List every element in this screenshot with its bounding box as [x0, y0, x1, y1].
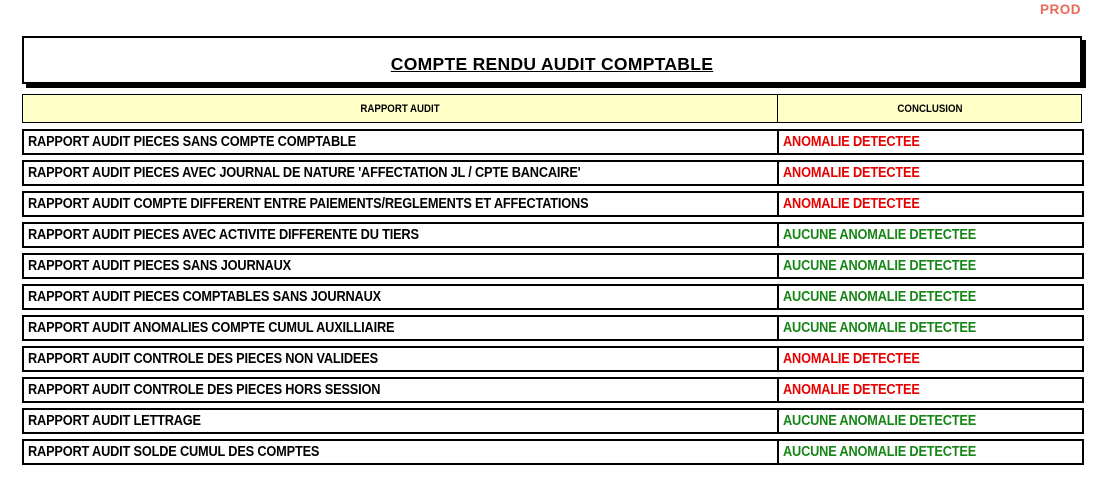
conclusion-text: ANOMALIE DETECTEE: [783, 165, 920, 181]
conclusion-text: ANOMALIE DETECTEE: [783, 134, 920, 150]
report-name: RAPPORT AUDIT COMPTE DIFFERENT ENTRE PAIEMENTS/REGLEMENTS ET AFFECTATIONS: [28, 196, 589, 212]
conclusion-cell: [779, 224, 1082, 246]
conclusion-text: ANOMALIE DETECTEE: [783, 351, 920, 367]
table-row: [22, 315, 1084, 341]
report-name: RAPPORT AUDIT CONTROLE DES PIECES HORS SESSION: [28, 382, 381, 398]
report-name: RAPPORT AUDIT SOLDE CUMUL DES COMPTES: [28, 444, 320, 460]
environment-badge: PROD: [1039, 2, 1081, 17]
audit-report-table-body: [22, 129, 1084, 470]
conclusion-text: AUCUNE ANOMALIE DETECTEE: [783, 289, 977, 305]
report-name: RAPPORT AUDIT ANOMALIES COMPTE CUMUL AUXILLIAIRE: [28, 320, 395, 336]
report-name-cell: [24, 410, 779, 432]
report-name-cell: [24, 255, 779, 277]
conclusion-cell: [779, 255, 1082, 277]
conclusion-cell: [779, 131, 1082, 153]
report-name-cell: [24, 162, 779, 184]
conclusion-cell: [779, 193, 1082, 215]
conclusion-text: AUCUNE ANOMALIE DETECTEE: [783, 444, 977, 460]
column-header-conclusion: [778, 95, 1081, 122]
table-row: [22, 253, 1084, 279]
conclusion-cell: [779, 379, 1082, 401]
conclusion-text: AUCUNE ANOMALIE DETECTEE: [783, 258, 977, 274]
table-row: [22, 408, 1084, 434]
report-name-cell: [24, 379, 779, 401]
table-header-row: [22, 94, 1082, 123]
conclusion-cell: [779, 286, 1082, 308]
table-row: [22, 439, 1084, 465]
table-row: [22, 191, 1084, 217]
column-header-conclusion-label: CONCLUSION: [896, 102, 963, 115]
conclusion-text: ANOMALIE DETECTEE: [783, 382, 920, 398]
conclusion-text: AUCUNE ANOMALIE DETECTEE: [783, 320, 977, 336]
conclusion-text: ANOMALIE DETECTEE: [783, 196, 920, 212]
conclusion-cell: [779, 410, 1082, 432]
conclusion-cell: [779, 317, 1082, 339]
report-name-cell: [24, 286, 779, 308]
table-row: [22, 129, 1084, 155]
report-name-cell: [24, 193, 779, 215]
conclusion-cell: [779, 348, 1082, 370]
column-header-rapport-audit: [23, 95, 778, 122]
table-row: [22, 377, 1084, 403]
report-name: RAPPORT AUDIT PIECES AVEC ACTIVITE DIFFERENTE DU TIERS: [28, 227, 419, 243]
report-name: RAPPORT AUDIT PIECES SANS JOURNAUX: [28, 258, 291, 274]
table-row: [22, 160, 1084, 186]
conclusion-text: AUCUNE ANOMALIE DETECTEE: [783, 227, 977, 243]
report-name-cell: [24, 317, 779, 339]
report-name-cell: [24, 131, 779, 153]
table-row: [22, 222, 1084, 248]
column-header-rapport-audit-label: RAPPORT AUDIT: [360, 102, 440, 115]
table-row: [22, 346, 1084, 372]
conclusion-cell: [779, 441, 1082, 463]
report-name-cell: [24, 348, 779, 370]
report-name: RAPPORT AUDIT LETTRAGE: [28, 413, 201, 429]
report-name: RAPPORT AUDIT PIECES AVEC JOURNAL DE NATURE 'AFFECTATION JL / CPTE BANCAIRE': [28, 165, 581, 181]
page-title: COMPTE RENDU AUDIT COMPTABLE: [390, 53, 714, 74]
conclusion-cell: [779, 162, 1082, 184]
report-title-box: [22, 36, 1082, 84]
report-name: RAPPORT AUDIT PIECES COMPTABLES SANS JOURNAUX: [28, 289, 381, 305]
conclusion-text: AUCUNE ANOMALIE DETECTEE: [783, 413, 977, 429]
report-name: RAPPORT AUDIT CONTROLE DES PIECES NON VALIDEES: [28, 351, 378, 367]
table-row: [22, 284, 1084, 310]
report-name-cell: [24, 441, 779, 463]
report-name-cell: [24, 224, 779, 246]
report-name: RAPPORT AUDIT PIECES SANS COMPTE COMPTABLE: [28, 134, 356, 150]
